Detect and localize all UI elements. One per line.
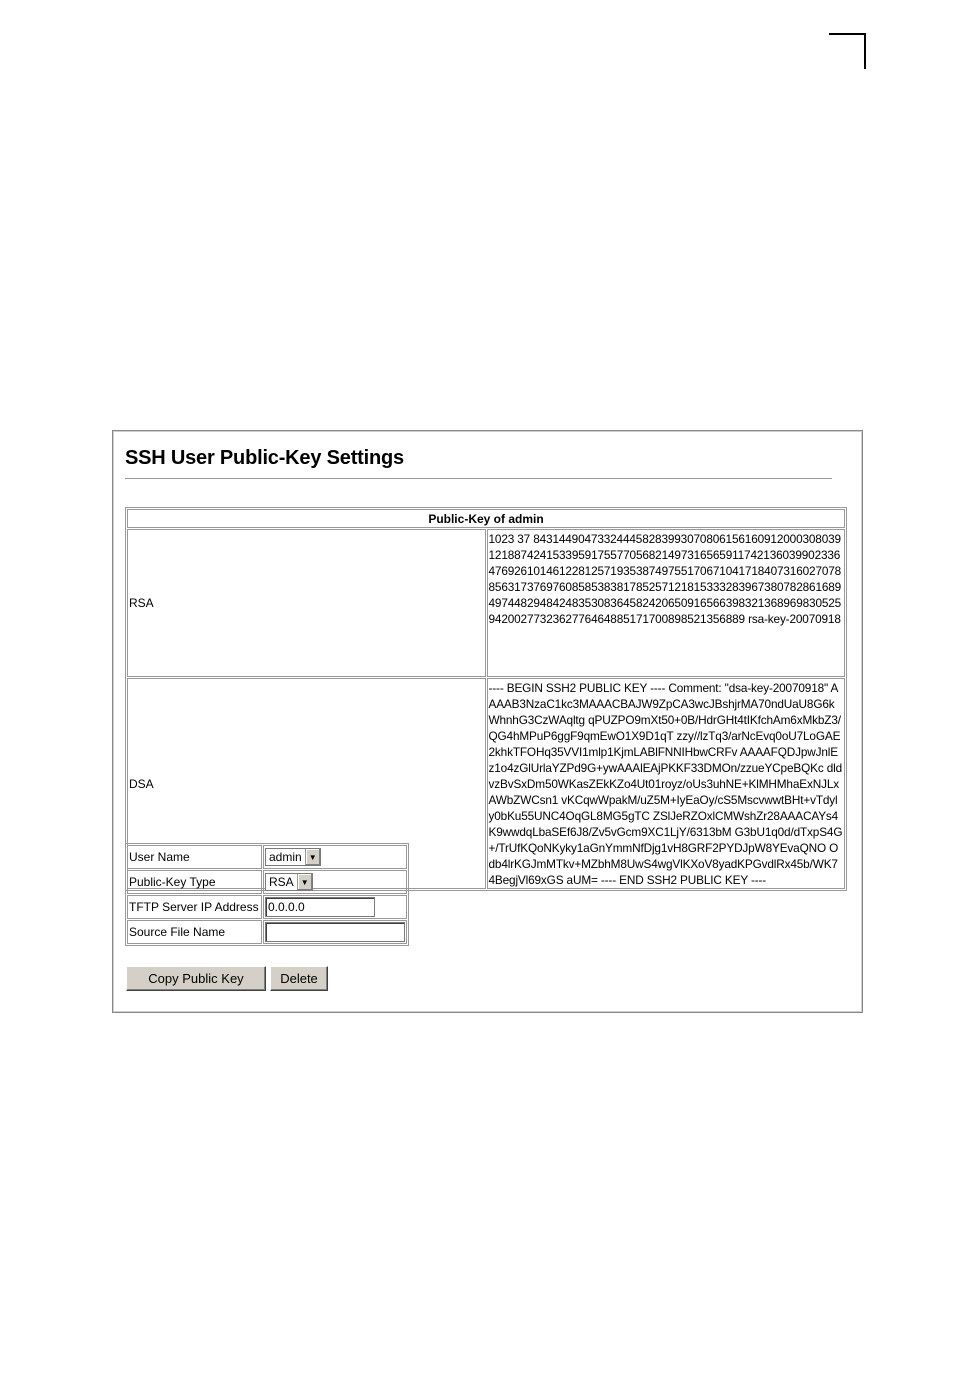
key-type-select[interactable] <box>265 873 313 891</box>
page-corner-mark <box>829 33 866 69</box>
key-value-cell-dsa: ---- BEGIN SSH2 PUBLIC KEY ---- Comment: "dsa-key-20070918" AAAAB3NzaC1kc3MAAACBAJW9ZpCA3wcJBshjrMA70ndUaU8G6kWhnhG3CzWAqltg qPUZPO9mXt50+0B/HdrGHt4tIKfchAm6xMkbZ3/QG4hMPuP6ggF9qmEwO1X9D1qT zzy//lzTq3/arNcEvq0oU7LoGAE2khkTFOHq35VVI1mlp1KjmLABlFNNIHbwCRFv AAAAFQDJpwJnlEz1o4zGlUrlaYZPd9G+ywAAAlEAjPKKF33DMOn/zzueYCpeBQKc dldvzBvSxDm50WKasZEkKZo4Ut01royz/oUs3uhNE+KlMHMhaExNJLxAWbZWCsn1 vKCqwWpakM/uZ5M+IyEaOy/cS5MscvwwtBHt+vTdyly0bKu55UNC4OqGL8MG5gTC ZSlJeRZOxlCMWshZr28AAACAYs4K9wwdqLbaSEf6J8/Zv5vGcm9XC1LjY/6313bM G3bU1q0d/dTxpS4G+/TrUfKQoNKyky1aGnYmmNfDjg1vH8GRF2PYDJpW8YEvaQNO Odb4lrKGJmMTkv+MZbhM8UwS4wgVlKXoV8yadKPGvdlRx45b/WK74BegjVl69xGS aUM= ---- END SSH2 PUBLIC KEY ---- <box>487 678 846 889</box>
key-type-select-value: RSA <box>269 875 294 889</box>
key-type-label: Public-Key Type <box>127 870 262 894</box>
delete-button[interactable]: Delete <box>270 966 328 991</box>
user-name-select[interactable] <box>265 848 321 866</box>
public-key-form <box>125 843 409 946</box>
source-file-cell <box>263 920 407 944</box>
title-divider <box>125 478 832 479</box>
chevron-down-icon[interactable]: ▼ <box>297 874 312 890</box>
tftp-server-cell <box>263 895 407 919</box>
form-row-user-name <box>127 845 407 869</box>
tftp-server-label: TFTP Server IP Address <box>127 895 262 919</box>
chevron-down-icon[interactable]: ▼ <box>305 849 320 865</box>
public-key-table <box>125 507 847 891</box>
user-name-select-value: admin <box>269 850 302 864</box>
key-type-cell-dsa: DSA <box>127 678 486 889</box>
table-row <box>127 529 845 677</box>
copy-public-key-button[interactable]: Copy Public Key <box>126 966 266 991</box>
key-type-cell <box>263 870 407 894</box>
form-row-key-type <box>127 870 407 894</box>
source-file-input[interactable] <box>265 922 405 942</box>
user-name-label: User Name <box>127 845 262 869</box>
source-file-label: Source File Name <box>127 920 262 944</box>
tftp-server-input[interactable] <box>265 897 375 917</box>
user-name-cell <box>263 845 407 869</box>
key-value-cell-rsa: 1023 37 84314490473324445828399307080615616091200030803912188742415339591755770568214973165659117421360399023364769261014612281257193538749755170671041718407316027078856317376976085853838178525712181533328396738078286168949744829484248353083645824206509165663983213689698305259420027732362776464885171700898521356889 rsa-key-20070918 <box>487 529 846 677</box>
page-title: SSH User Public-Key Settings <box>125 447 404 469</box>
key-type-cell-rsa: RSA <box>127 529 486 677</box>
form-row-source-file <box>127 920 407 944</box>
form-row-tftp <box>127 895 407 919</box>
public-key-table-header: Public-Key of admin <box>127 509 845 528</box>
